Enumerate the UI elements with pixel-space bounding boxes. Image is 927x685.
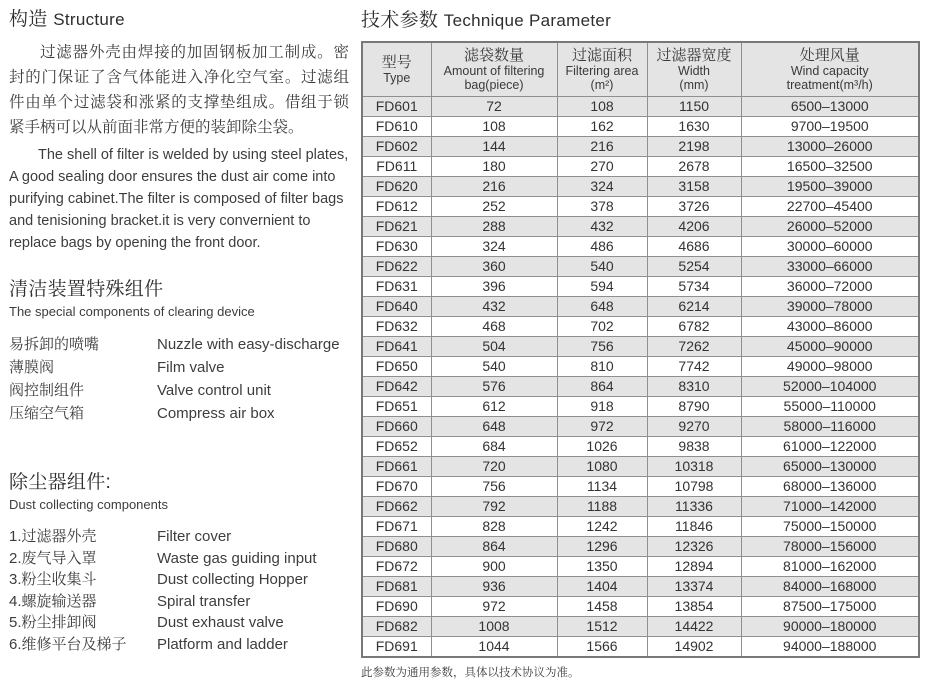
- item-en-label: Compress air box: [157, 405, 275, 422]
- cell-capacity: 55000–110000: [741, 397, 919, 417]
- item-zh-label: 薄膜阀: [9, 359, 55, 376]
- cell-capacity: 26000–52000: [741, 217, 919, 237]
- cell-area: 1350: [557, 557, 647, 577]
- cell-area: 1296: [557, 537, 647, 557]
- cell-area: 918: [557, 397, 647, 417]
- cell-area: 216: [557, 137, 647, 157]
- cell-width: 10318: [647, 457, 741, 477]
- technique-parameter-table: [361, 41, 920, 658]
- table-row: [362, 137, 919, 157]
- cell-width: 3726: [647, 197, 741, 217]
- cell-bags: 396: [431, 277, 557, 297]
- cell-capacity: 65000–130000: [741, 457, 919, 477]
- table-row: [362, 177, 919, 197]
- cell-width: 11336: [647, 497, 741, 517]
- cell-width: 5254: [647, 257, 741, 277]
- structure-paragraph-zh: 过滤器外壳由焊接的加固钢板加工制成。密封的门保证了含气体能进入净化空气室。过滤组件由单个过滤袋和涨紧的支撑垫组成。借组于锁紧手柄可以从前面非常方便的装卸除尘袋。: [9, 44, 349, 136]
- table-row: [362, 157, 919, 177]
- table-row: [362, 377, 919, 397]
- cell-bags: 72: [431, 97, 557, 117]
- left-column: [9, 8, 349, 685]
- component-item: [9, 526, 349, 548]
- table-row: [362, 597, 919, 617]
- cell-type: FD632: [362, 317, 431, 337]
- right-column: [361, 8, 920, 685]
- cell-width: 7742: [647, 357, 741, 377]
- cell-area: 594: [557, 277, 647, 297]
- dust-components-section: [9, 471, 349, 655]
- cleaning-subheading: The special components of clearing device: [9, 304, 255, 319]
- cell-area: 270: [557, 157, 647, 177]
- cell-type: FD610: [362, 117, 431, 137]
- cell-bags: 936: [431, 577, 557, 597]
- cell-area: 1134: [557, 477, 647, 497]
- cleaning-item: [9, 356, 349, 379]
- components-item-list: [9, 526, 349, 655]
- item-zh-label: 易拆卸的喷嘴: [9, 336, 100, 353]
- cell-area: 756: [557, 337, 647, 357]
- table-row: [362, 517, 919, 537]
- cell-bags: 864: [431, 537, 557, 557]
- cell-area: 864: [557, 377, 647, 397]
- item-en-label: Nuzzle with easy-discharge: [157, 336, 340, 353]
- cell-capacity: 9700–19500: [741, 117, 919, 137]
- cell-capacity: 30000–60000: [741, 237, 919, 257]
- item-zh-label: 压缩空气箱: [9, 405, 85, 422]
- table-header: [362, 42, 919, 97]
- cell-capacity: 71000–142000: [741, 497, 919, 517]
- cell-type: FD651: [362, 397, 431, 417]
- table-row: [362, 217, 919, 237]
- cell-bags: 972: [431, 597, 557, 617]
- cell-type: FD672: [362, 557, 431, 577]
- cell-width: 6214: [647, 297, 741, 317]
- structure-section: [9, 8, 349, 254]
- components-heading: 除尘器组件:: [9, 472, 112, 493]
- cell-type: FD691: [362, 637, 431, 658]
- cell-width: 9838: [647, 437, 741, 457]
- cell-area: 432: [557, 217, 647, 237]
- cell-type: FD612: [362, 197, 431, 217]
- structure-heading-zh: 构造: [9, 9, 48, 30]
- cell-area: 972: [557, 417, 647, 437]
- table-row: [362, 97, 919, 117]
- cell-bags: 684: [431, 437, 557, 457]
- cell-type: FD611: [362, 157, 431, 177]
- cell-capacity: 52000–104000: [741, 377, 919, 397]
- table-row: [362, 357, 919, 377]
- cell-capacity: 43000–86000: [741, 317, 919, 337]
- cell-capacity: 16500–32500: [741, 157, 919, 177]
- cell-width: 11846: [647, 517, 741, 537]
- table-row: [362, 497, 919, 517]
- cell-area: 162: [557, 117, 647, 137]
- table-row: [362, 437, 919, 457]
- cell-capacity: 84000–168000: [741, 577, 919, 597]
- cell-area: 324: [557, 177, 647, 197]
- item-en-label: Filter cover: [157, 528, 232, 545]
- structure-heading-en: Structure: [53, 10, 125, 29]
- table-row: [362, 457, 919, 477]
- item-zh-label: 4.螺旋输送器: [9, 592, 97, 610]
- cell-width: 2678: [647, 157, 741, 177]
- cell-width: 6782: [647, 317, 741, 337]
- cell-capacity: 36000–72000: [741, 277, 919, 297]
- cell-bags: 180: [431, 157, 557, 177]
- table-row: [362, 317, 919, 337]
- table-row: [362, 477, 919, 497]
- cell-area: 378: [557, 197, 647, 217]
- cell-type: FD652: [362, 437, 431, 457]
- item-zh-label: 6.维修平台及梯子: [9, 635, 127, 653]
- cell-width: 8790: [647, 397, 741, 417]
- cell-capacity: 22700–45400: [741, 197, 919, 217]
- table-row: [362, 277, 919, 297]
- cell-width: 8310: [647, 377, 741, 397]
- item-en-label: Dust exhaust valve: [157, 614, 284, 631]
- cell-capacity: 61000–122000: [741, 437, 919, 457]
- table-row: [362, 297, 919, 317]
- cell-area: 1080: [557, 457, 647, 477]
- cell-width: 1630: [647, 117, 741, 137]
- table-row: [362, 117, 919, 137]
- table-body: [362, 97, 919, 658]
- column-header-type: 型号 Type: [362, 42, 431, 97]
- cell-bags: 252: [431, 197, 557, 217]
- cell-bags: 144: [431, 137, 557, 157]
- cell-capacity: 45000–90000: [741, 337, 919, 357]
- components-subheading: Dust collecting components: [9, 497, 168, 512]
- cell-area: 648: [557, 297, 647, 317]
- cell-type: FD642: [362, 377, 431, 397]
- cell-width: 3158: [647, 177, 741, 197]
- cell-capacity: 68000–136000: [741, 477, 919, 497]
- cell-area: 540: [557, 257, 647, 277]
- table-row: [362, 337, 919, 357]
- cell-bags: 648: [431, 417, 557, 437]
- cell-width: 2198: [647, 137, 741, 157]
- cell-type: FD641: [362, 337, 431, 357]
- cell-width: 4206: [647, 217, 741, 237]
- table-heading-en: Technique Parameter: [443, 11, 612, 30]
- cell-bags: 288: [431, 217, 557, 237]
- item-en-label: Valve control unit: [157, 382, 271, 399]
- item-en-label: Dust collecting Hopper: [157, 571, 308, 588]
- cell-type: FD601: [362, 97, 431, 117]
- cell-type: FD621: [362, 217, 431, 237]
- cell-capacity: 6500–13000: [741, 97, 919, 117]
- cell-bags: 792: [431, 497, 557, 517]
- table-row: [362, 557, 919, 577]
- cell-area: 1566: [557, 637, 647, 658]
- item-en-label: Film valve: [157, 359, 225, 376]
- cell-bags: 720: [431, 457, 557, 477]
- cell-capacity: 81000–162000: [741, 557, 919, 577]
- cell-type: FD640: [362, 297, 431, 317]
- cell-area: 1188: [557, 497, 647, 517]
- cleaning-heading: 清洁装置特殊组件: [9, 279, 164, 300]
- cell-type: FD602: [362, 137, 431, 157]
- cell-capacity: 94000–188000: [741, 637, 919, 658]
- cell-bags: 324: [431, 237, 557, 257]
- table-row: [362, 617, 919, 637]
- cell-width: 12326: [647, 537, 741, 557]
- structure-paragraph-en: The shell of filter is welded by using steel plates, A good sealing door ensures the dust air come into purifying cabinet.The filter is composed of filter bags and tenisioning bracket.it is very convernient to replace bags by opening the front door.: [9, 147, 349, 251]
- cell-bags: 576: [431, 377, 557, 397]
- cell-bags: 612: [431, 397, 557, 417]
- table-row: [362, 537, 919, 557]
- cell-capacity: 19500–39000: [741, 177, 919, 197]
- cell-bags: 540: [431, 357, 557, 377]
- cell-capacity: 58000–116000: [741, 417, 919, 437]
- cleaning-item: [9, 333, 349, 356]
- item-zh-label: 阀控制组件: [9, 382, 85, 399]
- table-footnote: 此参数为通用参数，具体以技术协议为准。: [361, 667, 580, 679]
- cell-type: FD682: [362, 617, 431, 637]
- cell-type: FD671: [362, 517, 431, 537]
- cell-bags: 468: [431, 317, 557, 337]
- table-row: [362, 637, 919, 658]
- cell-width: 14902: [647, 637, 741, 658]
- structure-heading: [9, 8, 349, 31]
- component-item: [9, 569, 349, 591]
- cell-capacity: 75000–150000: [741, 517, 919, 537]
- cell-capacity: 49000–98000: [741, 357, 919, 377]
- cell-bags: 108: [431, 117, 557, 137]
- item-zh-label: 2.废气导入罩: [9, 549, 97, 567]
- cell-width: 13854: [647, 597, 741, 617]
- cell-type: FD662: [362, 497, 431, 517]
- cell-width: 14422: [647, 617, 741, 637]
- column-header-width: 过滤器宽度 Width (mm): [647, 42, 741, 97]
- item-en-label: Spiral transfer: [157, 592, 251, 610]
- column-header-bags: 滤袋数量 Amount of filtering bag(piece): [431, 42, 557, 97]
- cell-area: 486: [557, 237, 647, 257]
- cell-width: 7262: [647, 337, 741, 357]
- cell-area: 108: [557, 97, 647, 117]
- column-header-area: 过滤面积 Filtering area (m²): [557, 42, 647, 97]
- cell-bags: 504: [431, 337, 557, 357]
- item-en-label: Waste gas guiding input: [157, 549, 317, 567]
- cell-area: 1512: [557, 617, 647, 637]
- cell-area: 1404: [557, 577, 647, 597]
- cell-width: 10798: [647, 477, 741, 497]
- cell-bags: 360: [431, 257, 557, 277]
- cell-width: 5734: [647, 277, 741, 297]
- cell-type: FD661: [362, 457, 431, 477]
- cell-type: FD631: [362, 277, 431, 297]
- cell-bags: 1044: [431, 637, 557, 658]
- cell-capacity: 39000–78000: [741, 297, 919, 317]
- cell-type: FD680: [362, 537, 431, 557]
- cell-capacity: 78000–156000: [741, 537, 919, 557]
- item-zh-label: 5.粉尘排卸阀: [9, 614, 97, 631]
- table-section-heading: [361, 9, 920, 32]
- cell-type: FD660: [362, 417, 431, 437]
- cell-area: 1242: [557, 517, 647, 537]
- table-row: [362, 197, 919, 217]
- cell-area: 1458: [557, 597, 647, 617]
- component-item: [9, 634, 349, 656]
- cell-type: FD630: [362, 237, 431, 257]
- cell-width: 4686: [647, 237, 741, 257]
- cell-area: 810: [557, 357, 647, 377]
- cell-capacity: 33000–66000: [741, 257, 919, 277]
- cell-width: 13374: [647, 577, 741, 597]
- cleaning-item: [9, 379, 349, 402]
- column-header-capacity: 处理风量 Wind capacity treatment(m³/h): [741, 42, 919, 97]
- cleaning-device-section: [9, 278, 349, 425]
- cell-type: FD690: [362, 597, 431, 617]
- cell-capacity: 90000–180000: [741, 617, 919, 637]
- component-item: [9, 591, 349, 613]
- table-row: [362, 577, 919, 597]
- table-row: [362, 257, 919, 277]
- table-row: [362, 417, 919, 437]
- cell-area: 1026: [557, 437, 647, 457]
- cell-bags: 900: [431, 557, 557, 577]
- cell-bags: 756: [431, 477, 557, 497]
- component-item: [9, 612, 349, 634]
- item-zh-label: 1.过滤器外壳: [9, 528, 97, 545]
- item-en-label: Platform and ladder: [157, 635, 288, 653]
- item-zh-label: 3.粉尘收集斗: [9, 571, 97, 588]
- component-item: [9, 548, 349, 570]
- cell-bags: 216: [431, 177, 557, 197]
- cell-type: FD650: [362, 357, 431, 377]
- cleaning-item-list: [9, 333, 349, 425]
- cell-width: 12894: [647, 557, 741, 577]
- cell-type: FD620: [362, 177, 431, 197]
- cell-bags: 1008: [431, 617, 557, 637]
- cell-type: FD622: [362, 257, 431, 277]
- cleaning-item: [9, 402, 349, 425]
- cell-bags: 432: [431, 297, 557, 317]
- cell-area: 702: [557, 317, 647, 337]
- cell-width: 9270: [647, 417, 741, 437]
- cell-width: 1150: [647, 97, 741, 117]
- cell-type: FD681: [362, 577, 431, 597]
- table-row: [362, 237, 919, 257]
- table-heading-zh: 技术参数: [361, 10, 439, 31]
- table-row: [362, 397, 919, 417]
- cell-capacity: 13000–26000: [741, 137, 919, 157]
- cell-capacity: 87500–175000: [741, 597, 919, 617]
- cell-type: FD670: [362, 477, 431, 497]
- cell-bags: 828: [431, 517, 557, 537]
